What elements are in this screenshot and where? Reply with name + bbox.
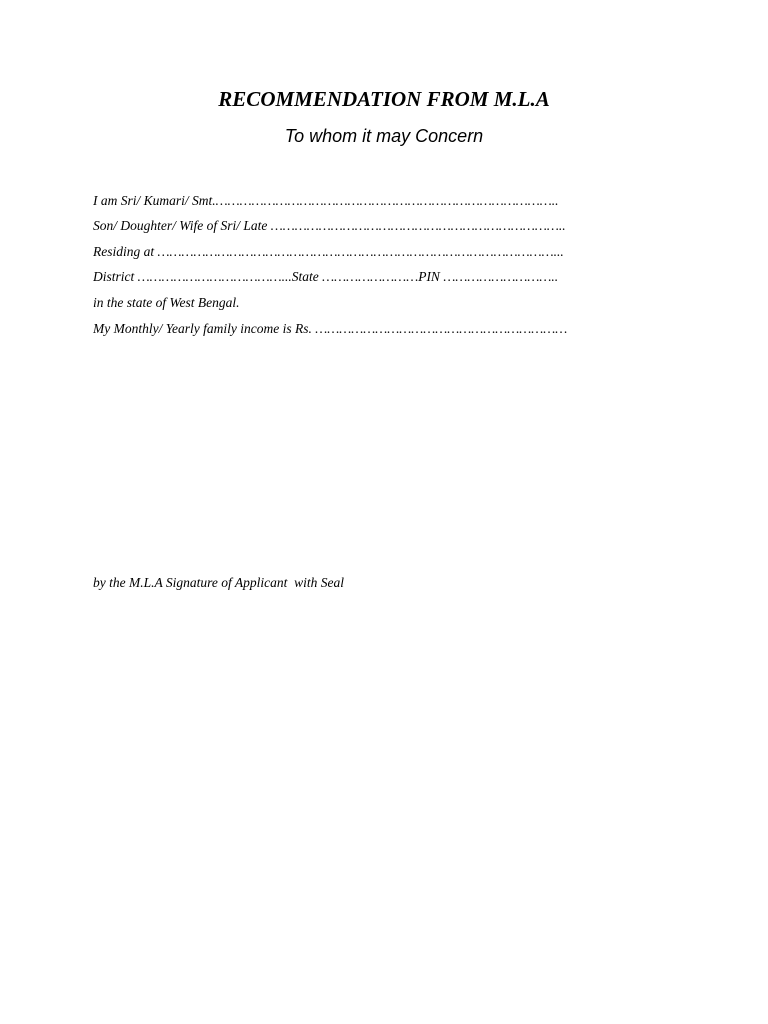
income-field-line: My Monthly/ Yearly family income is Rs. ……………………………………………………… [93, 321, 568, 336]
name-field-line: I am Sri/ Kumari/ Smt.………………………………………………………………………….. [93, 193, 559, 208]
residence-field-line: Residing at ………………………………………………………………………………………... [93, 244, 564, 259]
district-state-pin-line: District ………………………………...State ……………………PIN ……………………….. [93, 269, 559, 284]
document-title: RECOMMENDATION FROM M.L.A [218, 87, 550, 111]
state-statement-line: in the state of West Bengal. [93, 295, 240, 310]
signature-caption: by the M.L.A Signature of Applicant with Seal [93, 575, 344, 590]
document-subtitle: To whom it may Concern [284, 126, 484, 146]
relation-field-line: Son/ Doughter/ Wife of Sri/ Late ……………………………………………………………….. [93, 218, 566, 233]
